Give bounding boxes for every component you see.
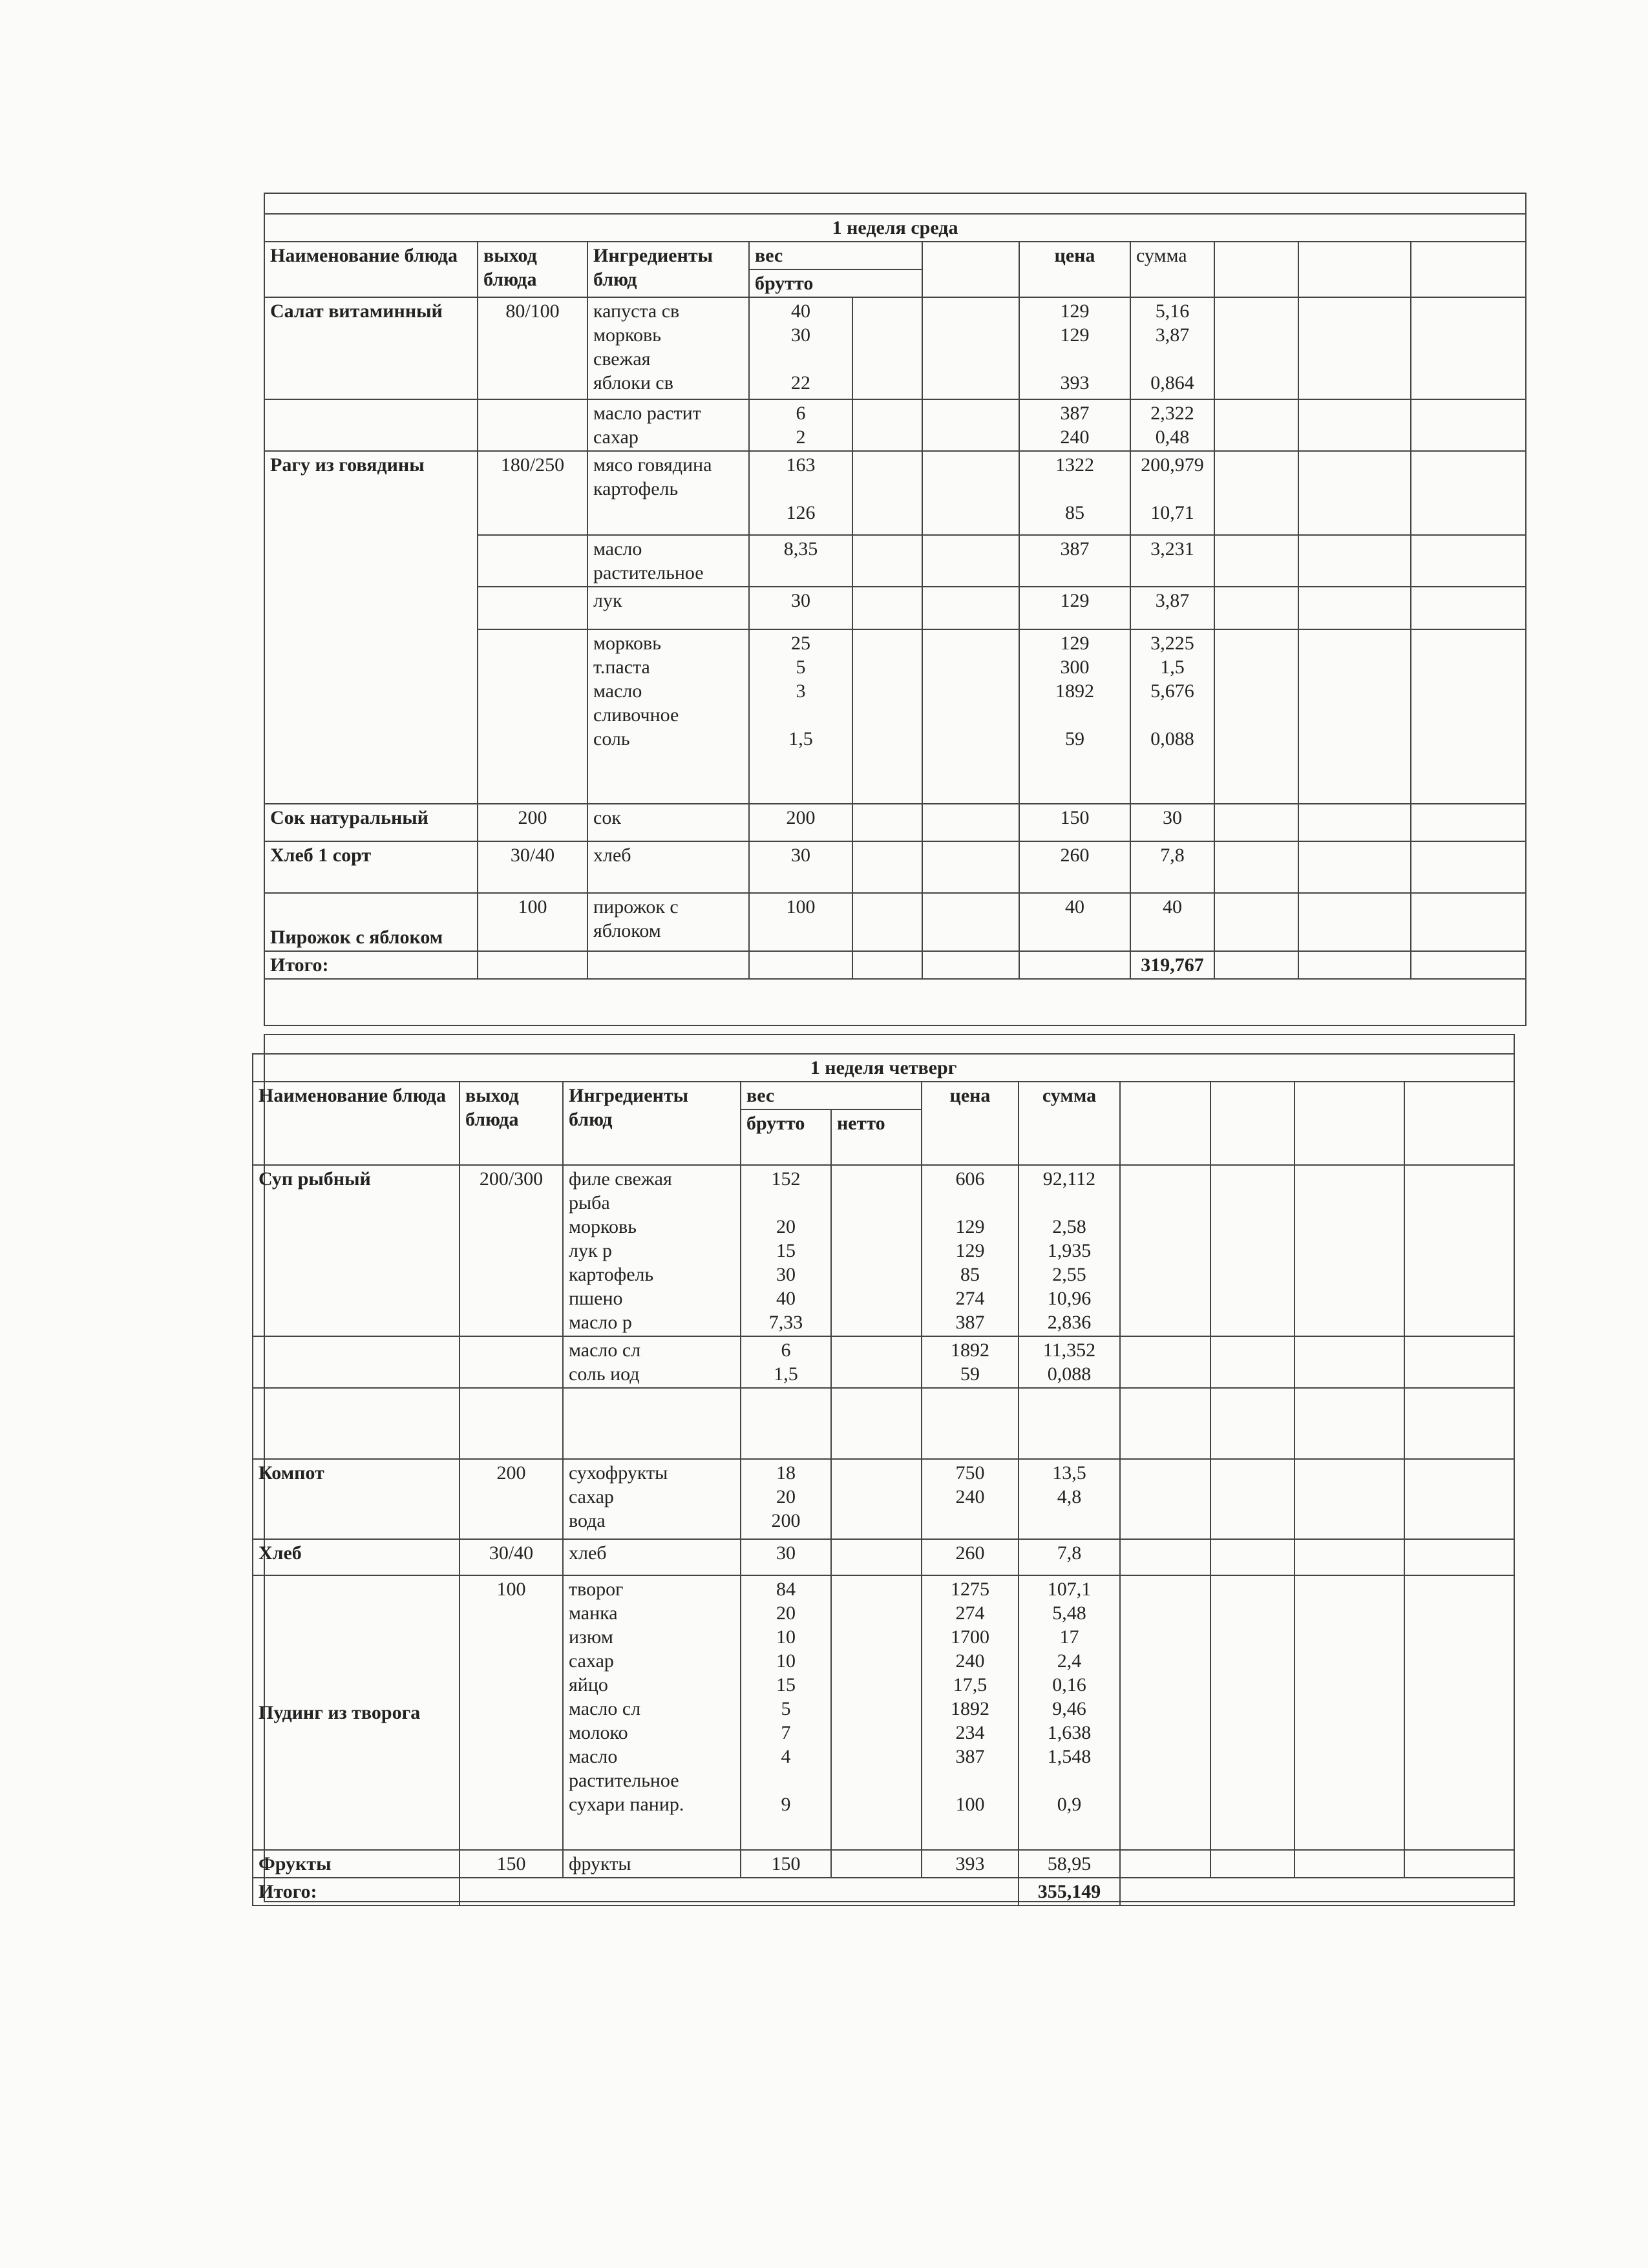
- ingredients: сухофрукты сахар вода: [563, 1459, 741, 1539]
- dish-name: Фрукты: [253, 1850, 460, 1878]
- weight-gross: 152 20 15 30 40 7,33: [741, 1165, 831, 1336]
- dish-yield: [478, 587, 587, 629]
- header-sum: сумма: [1130, 242, 1214, 297]
- weight-net: [831, 1388, 922, 1459]
- empty-cell: [1120, 1575, 1210, 1850]
- price: 40: [1019, 893, 1130, 951]
- header-net: нетто: [831, 1109, 922, 1165]
- empty-cell: [1411, 951, 1526, 979]
- empty-cell: [922, 535, 1019, 587]
- price: 1275 274 1700 240 17,5 1892 234 387 100: [922, 1575, 1019, 1850]
- empty-cell: [1120, 1878, 1514, 1906]
- weight-gross: 8,35: [749, 535, 852, 587]
- sum: 7,8: [1019, 1539, 1120, 1575]
- empty-cell: [1404, 1336, 1514, 1388]
- empty-cell: [1210, 1388, 1294, 1459]
- weight-gross: 200: [749, 804, 852, 841]
- header-dish-name: Наименование блюда: [264, 242, 478, 297]
- empty-cell: [1298, 587, 1411, 629]
- empty-cell: [922, 804, 1019, 841]
- weight-gross: 25 5 3 1,5: [749, 629, 852, 804]
- empty-cell: [1298, 893, 1411, 951]
- dish-yield: [478, 629, 587, 804]
- dish-yield: 80/100: [478, 297, 587, 399]
- empty-cell: [1210, 1336, 1294, 1388]
- empty-cell: [1411, 804, 1526, 841]
- empty-cell: [922, 951, 1019, 979]
- empty-cell: [1214, 399, 1298, 451]
- ingredients: масло растит сахар: [587, 399, 749, 451]
- weight-net: [831, 1336, 922, 1388]
- sum: 92,112 2,58 1,935 2,55 10,96 2,836: [1019, 1165, 1120, 1336]
- ingredients: сок: [587, 804, 749, 841]
- menu-table-thursday: [252, 1053, 1515, 1906]
- empty-cell: [1411, 587, 1526, 629]
- weight-net: [852, 451, 922, 535]
- ingredients: масло растительное: [587, 535, 749, 587]
- empty-cell: [1214, 297, 1298, 399]
- weight-gross: 30: [741, 1539, 831, 1575]
- empty-cell: [1411, 535, 1526, 587]
- sum: 5,16 3,87 0,864: [1130, 297, 1214, 399]
- weight-gross: 40 30 22: [749, 297, 852, 399]
- price: 129 129 393: [1019, 297, 1130, 399]
- empty-cell: [1411, 629, 1526, 804]
- weight-gross: [741, 1388, 831, 1459]
- sum: 3,87: [1130, 587, 1214, 629]
- empty-cell: [1120, 1388, 1210, 1459]
- header-price: цена: [1019, 242, 1130, 297]
- empty-cell: [1294, 1388, 1404, 1459]
- empty-cell: [1298, 297, 1411, 399]
- menu-table-wednesday: [264, 213, 1527, 980]
- total-label: Итого:: [264, 951, 478, 979]
- weight-net: [852, 841, 922, 893]
- empty-cell: [1294, 1165, 1404, 1336]
- empty-cell: [1294, 1082, 1404, 1165]
- weight-gross: 100: [749, 893, 852, 951]
- ingredients: фрукты: [563, 1850, 741, 1878]
- header-yield: выход блюда: [460, 1082, 563, 1165]
- weight-gross: 18 20 200: [741, 1459, 831, 1539]
- dish-name: [253, 1336, 460, 1388]
- header-empty: [922, 242, 1019, 297]
- empty-cell: [1404, 1459, 1514, 1539]
- sum: 3,225 1,5 5,676 0,088: [1130, 629, 1214, 804]
- empty-cell: [1210, 1165, 1294, 1336]
- price: 129 300 1892 59: [1019, 629, 1130, 804]
- weight-net: [852, 587, 922, 629]
- weight-gross: 6 1,5: [741, 1336, 831, 1388]
- price: 150: [1019, 804, 1130, 841]
- dish-yield: 200: [460, 1459, 563, 1539]
- sum: 58,95: [1019, 1850, 1120, 1878]
- empty-cell: [1411, 451, 1526, 535]
- weight-net: [852, 297, 922, 399]
- sum: 2,322 0,48: [1130, 399, 1214, 451]
- empty-cell: [1404, 1539, 1514, 1575]
- empty-cell: [922, 629, 1019, 804]
- dish-yield: 180/250: [478, 451, 587, 535]
- dish-name: Пудинг из творога: [253, 1575, 460, 1850]
- sum: 11,352 0,088: [1019, 1336, 1120, 1388]
- empty-cell: [1298, 951, 1411, 979]
- dish-name: Компот: [253, 1459, 460, 1539]
- ingredients: пирожок с яблоком: [587, 893, 749, 951]
- empty-cell: [1411, 297, 1526, 399]
- price: 129: [1019, 587, 1130, 629]
- empty-cell: [1404, 1082, 1514, 1165]
- ingredients: капуста св морковь свежая яблоки св: [587, 297, 749, 399]
- empty-cell: [1214, 951, 1298, 979]
- header-weight: вес: [749, 242, 922, 269]
- weight-net: [852, 893, 922, 951]
- sum: 40: [1130, 893, 1214, 951]
- sum: [1019, 1388, 1120, 1459]
- empty-cell: [1294, 1575, 1404, 1850]
- sum: 107,1 5,48 17 2,4 0,16 9,46 1,638 1,548 0,9: [1019, 1575, 1120, 1850]
- ingredients: [563, 1388, 741, 1459]
- empty-cell: [1404, 1165, 1514, 1336]
- empty-cell: [1120, 1850, 1210, 1878]
- empty-cell: [1298, 629, 1411, 804]
- empty-cell: [1404, 1850, 1514, 1878]
- header-gross: брутто: [749, 269, 922, 297]
- price: 387: [1019, 535, 1130, 587]
- empty-cell: [1210, 1575, 1294, 1850]
- header-yield: выход блюда: [478, 242, 587, 297]
- empty-cell: [1298, 451, 1411, 535]
- header-gross: брутто: [741, 1109, 831, 1165]
- empty-cell: [1294, 1336, 1404, 1388]
- empty-cell: [852, 951, 922, 979]
- empty-cell: [1214, 451, 1298, 535]
- weight-net: [831, 1850, 922, 1878]
- empty-cell: [460, 1878, 1019, 1906]
- sum: 200,979 10,71: [1130, 451, 1214, 535]
- weight-net: [831, 1539, 922, 1575]
- dish-yield: [460, 1388, 563, 1459]
- weight-net: [831, 1165, 922, 1336]
- sum: 7,8: [1130, 841, 1214, 893]
- dish-name: [264, 399, 478, 451]
- dish-name: Сок натуральный: [264, 804, 478, 841]
- weight-gross: 163 126: [749, 451, 852, 535]
- weight-net: [852, 535, 922, 587]
- empty-cell: [1214, 587, 1298, 629]
- price: 606 129 129 85 274 387: [922, 1165, 1019, 1336]
- empty-cell: [1214, 804, 1298, 841]
- empty-cell: [1120, 1539, 1210, 1575]
- empty-cell: [922, 893, 1019, 951]
- header-ingredients: Ингредиенты блюд: [587, 242, 749, 297]
- total-sum: 355,149: [1019, 1878, 1120, 1906]
- dish-name: Суп рыбный: [253, 1165, 460, 1336]
- header-ingredients: Ингредиенты блюд: [563, 1082, 741, 1165]
- empty-cell: [1411, 399, 1526, 451]
- dish-yield: [478, 399, 587, 451]
- empty-cell: [1298, 841, 1411, 893]
- weight-gross: 150: [741, 1850, 831, 1878]
- empty-cell: [1411, 893, 1526, 951]
- dish-yield: [460, 1336, 563, 1388]
- empty-cell: [1210, 1459, 1294, 1539]
- empty-cell: [922, 451, 1019, 535]
- dish-yield: 30/40: [478, 841, 587, 893]
- weight-net: [852, 399, 922, 451]
- ingredients: масло сл соль иод: [563, 1336, 741, 1388]
- weight-gross: 6 2: [749, 399, 852, 451]
- ingredients: хлеб: [587, 841, 749, 893]
- ingredients: хлеб: [563, 1539, 741, 1575]
- empty-cell: [1120, 1165, 1210, 1336]
- empty-cell: [1294, 1459, 1404, 1539]
- weight-net: [831, 1459, 922, 1539]
- weight-gross: 84 20 10 10 15 5 7 4 9: [741, 1575, 831, 1850]
- dish-name: Рагу из говядины: [264, 451, 478, 804]
- empty-cell: [1214, 841, 1298, 893]
- ingredients: филе свежая рыба морковь лук р картофель пшено масло р: [563, 1165, 741, 1336]
- weight-net: [831, 1575, 922, 1850]
- weight-net: [852, 804, 922, 841]
- ingredients: морковь т.паста масло сливочное соль: [587, 629, 749, 804]
- ingredients: лук: [587, 587, 749, 629]
- dish-yield: 100: [478, 893, 587, 951]
- empty-cell: [1404, 1388, 1514, 1459]
- header-dish-name: Наименование блюда: [253, 1082, 460, 1165]
- empty-cell: [1411, 242, 1526, 297]
- dish-name: Пирожок с яблоком: [264, 893, 478, 951]
- price: 260: [922, 1539, 1019, 1575]
- price: 260: [1019, 841, 1130, 893]
- empty-cell: [1210, 1850, 1294, 1878]
- empty-cell: [1120, 1336, 1210, 1388]
- empty-cell: [1404, 1575, 1514, 1850]
- empty-cell: [1120, 1082, 1210, 1165]
- sum: 30: [1130, 804, 1214, 841]
- empty-cell: [478, 951, 587, 979]
- price: [922, 1388, 1019, 1459]
- header-weight: вес: [741, 1082, 922, 1109]
- empty-cell: [1210, 1082, 1294, 1165]
- table-title: 1 неделя среда: [264, 214, 1526, 242]
- empty-cell: [1298, 399, 1411, 451]
- weight-gross: 30: [749, 587, 852, 629]
- ingredients: мясо говядина картофель: [587, 451, 749, 535]
- dish-yield: 200/300: [460, 1165, 563, 1336]
- empty-cell: [1298, 535, 1411, 587]
- dish-name: [253, 1388, 460, 1459]
- header-price: цена: [922, 1082, 1019, 1165]
- price: 1322 85: [1019, 451, 1130, 535]
- weight-net: [852, 629, 922, 804]
- empty-cell: [587, 951, 749, 979]
- dish-yield: 100: [460, 1575, 563, 1850]
- dish-name: Салат витаминный: [264, 297, 478, 399]
- empty-cell: [1214, 893, 1298, 951]
- empty-cell: [1411, 841, 1526, 893]
- empty-cell: [1210, 1539, 1294, 1575]
- ingredients: творог манка изюм сахар яйцо масло сл молоко масло растительное сухари панир.: [563, 1575, 741, 1850]
- price: 1892 59: [922, 1336, 1019, 1388]
- sum: 13,5 4,8: [1019, 1459, 1120, 1539]
- dish-yield: 30/40: [460, 1539, 563, 1575]
- price: 387 240: [1019, 399, 1130, 451]
- empty-cell: [1298, 804, 1411, 841]
- empty-cell: [922, 841, 1019, 893]
- total-label: Итого:: [253, 1878, 460, 1906]
- empty-cell: [1294, 1850, 1404, 1878]
- table-title: 1 неделя четверг: [253, 1054, 1514, 1082]
- empty-cell: [922, 399, 1019, 451]
- empty-cell: [749, 951, 852, 979]
- dish-name: Хлеб: [253, 1539, 460, 1575]
- price: 393: [922, 1850, 1019, 1878]
- sum: 3,231: [1130, 535, 1214, 587]
- dish-yield: 200: [478, 804, 587, 841]
- empty-cell: [922, 297, 1019, 399]
- total-sum: 319,767: [1130, 951, 1214, 979]
- price: 750 240: [922, 1459, 1019, 1539]
- header-sum: сумма: [1019, 1082, 1120, 1165]
- dish-yield: 150: [460, 1850, 563, 1878]
- empty-cell: [1214, 629, 1298, 804]
- empty-cell: [1120, 1459, 1210, 1539]
- empty-cell: [1214, 242, 1298, 297]
- weight-gross: 30: [749, 841, 852, 893]
- empty-cell: [1294, 1539, 1404, 1575]
- empty-cell: [1214, 535, 1298, 587]
- dish-yield: [478, 535, 587, 587]
- empty-cell: [1019, 951, 1130, 979]
- empty-cell: [922, 587, 1019, 629]
- dish-name: Хлеб 1 сорт: [264, 841, 478, 893]
- empty-cell: [1298, 242, 1411, 297]
